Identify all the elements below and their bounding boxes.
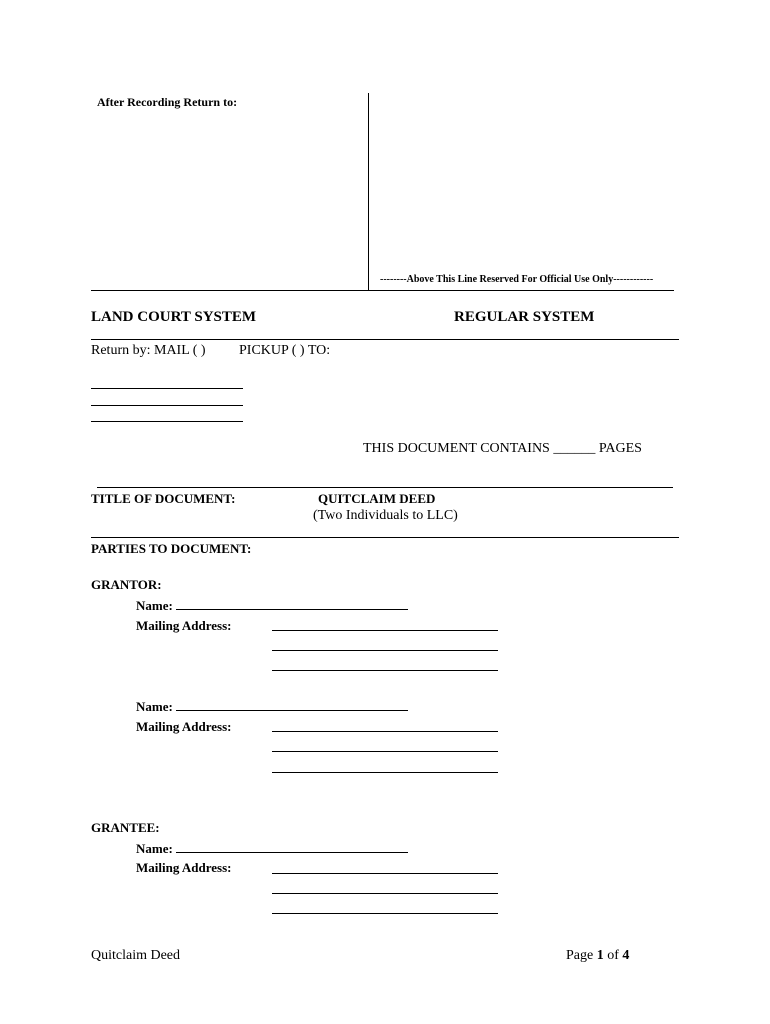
grantor-1-address-line-3[interactable] <box>272 670 498 671</box>
grantor-2-address-line-1[interactable] <box>272 731 498 732</box>
grantor-2-address-line-3[interactable] <box>272 772 498 773</box>
return-address-line-2[interactable] <box>91 405 243 406</box>
footer-page-number <box>566 948 629 964</box>
return-by-pickup: PICKUP ( ) TO: <box>239 343 331 358</box>
document-pages-count: THIS DOCUMENT CONTAINS ______ PAGES <box>363 441 642 456</box>
grantee-address-label: Mailing Address: <box>136 860 232 875</box>
page-prefix: Page <box>566 948 594 963</box>
grantor-2-name <box>136 698 408 715</box>
header-bottom-rule <box>91 290 674 291</box>
official-use-label: --------Above This Line Reserved For Official Use Only------------ <box>380 274 654 285</box>
grantee-name-field[interactable] <box>176 840 408 853</box>
return-address-line-1[interactable] <box>91 388 243 389</box>
after-recording-label: After Recording Return to: <box>97 95 238 109</box>
grantee-name-label: Name: <box>136 841 173 856</box>
page-current: 1 <box>596 948 604 963</box>
grantor-1-name-field[interactable] <box>176 597 408 610</box>
footer-document-name: Quitclaim Deed <box>91 948 181 963</box>
grantor-1-address-line-1[interactable] <box>272 630 498 631</box>
grantee-name <box>136 840 408 857</box>
return-by-mail: Return by: MAIL ( ) <box>91 343 206 358</box>
document-title: QUITCLAIM DEED <box>318 491 436 506</box>
grantee-address-line-1[interactable] <box>272 873 498 874</box>
grantor-1-address-label: Mailing Address: <box>136 618 232 633</box>
title-of-document-label: TITLE OF DOCUMENT: <box>91 491 236 506</box>
page-total: 4 <box>622 948 630 963</box>
grantee-address-line-2[interactable] <box>272 893 498 894</box>
page-of: of <box>607 948 619 963</box>
grantor-2-address-label: Mailing Address: <box>136 719 232 734</box>
grantor-label: GRANTOR: <box>91 577 162 592</box>
grantor-2-address-line-2[interactable] <box>272 751 498 752</box>
pages-rule <box>97 487 673 488</box>
grantor-1-name <box>136 597 408 614</box>
parties-label: PARTIES TO DOCUMENT: <box>91 541 252 556</box>
title-rule <box>91 537 679 538</box>
return-address-line-3[interactable] <box>91 421 243 422</box>
grantee-label: GRANTEE: <box>91 820 160 835</box>
land-court-system-label: LAND COURT SYSTEM <box>91 309 257 325</box>
regular-system-label: REGULAR SYSTEM <box>454 309 595 325</box>
header-divider <box>368 93 369 290</box>
grantor-1-name-label: Name: <box>136 598 173 613</box>
document-subtitle: (Two Individuals to LLC) <box>313 508 458 523</box>
grantor-1-address-line-2[interactable] <box>272 650 498 651</box>
grantee-address-line-3[interactable] <box>272 913 498 914</box>
grantor-2-name-field[interactable] <box>176 698 408 711</box>
systems-rule <box>91 339 679 340</box>
grantor-2-name-label: Name: <box>136 699 173 714</box>
